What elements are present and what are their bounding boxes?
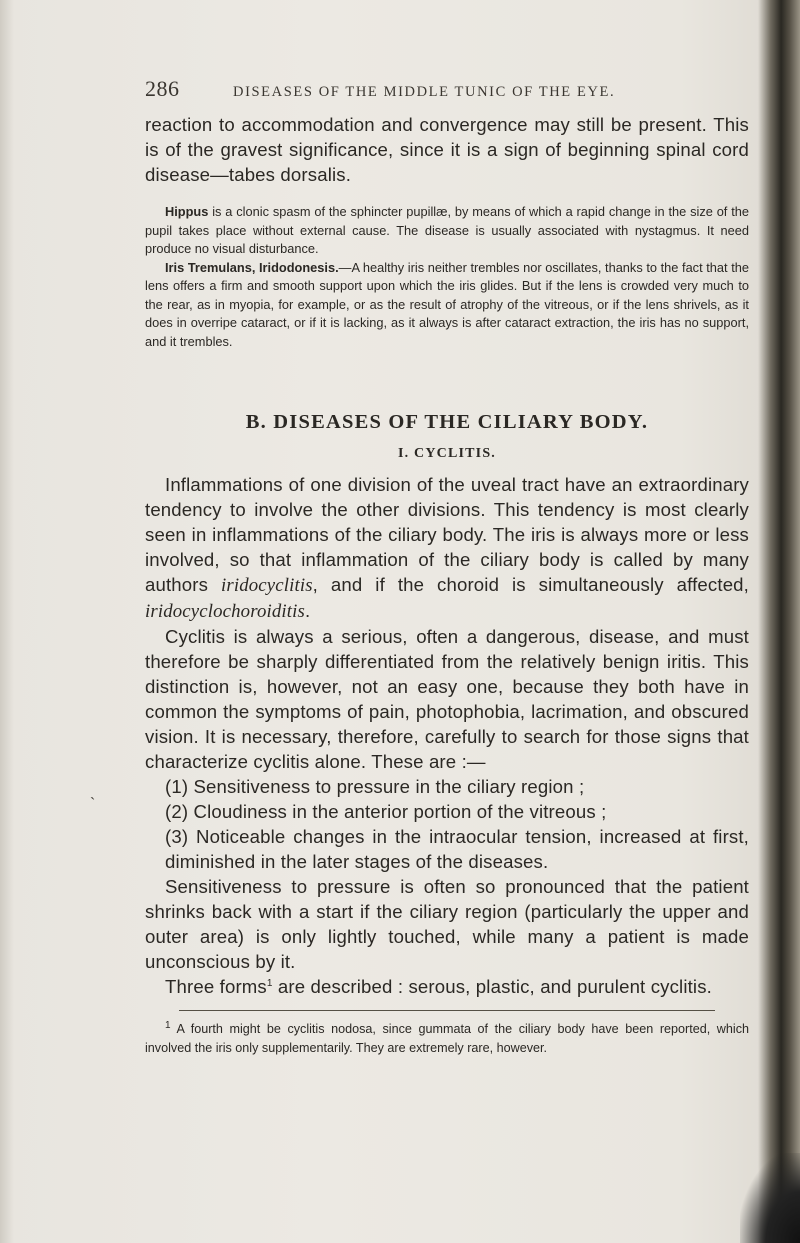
footnote-marker: 1: [165, 1019, 171, 1031]
subsection-title: I. CYCLITIS.: [397, 446, 497, 461]
sign-item-2: (2) Cloudiness in the anterior portion of the vitreous ;: [165, 801, 607, 822]
forms-text-1: Three forms: [165, 976, 267, 997]
inflammations-paragraph: [145, 472, 749, 624]
hippus-paragraph: [145, 203, 749, 259]
iridocyclitis-term: iridocyclitis: [221, 575, 313, 596]
page-number: 286: [145, 76, 180, 101]
intro-paragraph: reaction to accommodation and convergence may still be present. This is of the gravest significance, since it is a sign of beginning spinal cord disease—tabes dorsalis.: [145, 114, 749, 185]
footnote-divider: [179, 1010, 715, 1011]
section-title: B. DISEASES OF THE CILIARY BODY.: [245, 411, 649, 433]
cyclitis-paragraph: Cyclitis is always a serious, often a dangerous, disease, and must therefore be sharply differentiated from the relatively benign iritis. This distinction is, however, not an easy one, because they both have in common the symptoms of pain, photophobia, lacrimation, and obscured vision. It is necessary, therefore, carefully to search for those signs that characterize cyclitis alone. These are :—: [145, 626, 749, 772]
page-right-edge-shadow: [758, 0, 800, 1243]
footnote: [145, 1020, 749, 1057]
page-body: [145, 112, 749, 1057]
margin-mark: `: [90, 796, 96, 813]
iris-tremulans-term: Iris Tremulans, Iridodonesis.: [165, 259, 339, 275]
sign-item-1: (1) Sensitiveness to pressure in the ciliary region ;: [165, 776, 585, 797]
inflammations-text-2: , and if the choroid is simultaneously affected,: [312, 574, 749, 595]
page-left-gutter: [0, 0, 14, 1243]
iridocyclochoroiditis-term: iridocyclochoroiditis: [145, 601, 305, 622]
sensitiveness-paragraph: Sensitiveness to pressure is often so pronounced that the patient shrinks back with a start if the ciliary region (particularly the upper and outer area) is only lightly touched, while many a patient is made unconscious by it.: [145, 876, 749, 972]
forms-paragraph: [145, 974, 749, 999]
iris-tremulans-paragraph: [145, 259, 749, 352]
hippus-text: is a clonic spasm of the sphincter pupillæ, by means of which a rapid change in the size of the pupil takes place without external cause. The disease is usually associated with nystagmus. It need produce no visual disturbance.: [145, 204, 749, 256]
footnote-text: A fourth might be cyclitis nodosa, since gummata of the ciliary body have been reported, which involved the iris only supplementarily. They are extremely rare, however.: [145, 1022, 749, 1055]
sign-item-3: (3) Noticeable changes in the intraocular tension, increased at first, diminished in the later stages of the diseases.: [165, 826, 749, 872]
forms-text-2: are described : serous, plastic, and purulent cyclitis.: [272, 976, 712, 997]
inflammations-text-3: .: [304, 600, 311, 621]
inflammations-text-1: Inflammations of one division of the uveal tract have an extraordinary tendency to involve the other divisions. This tendency is most clearly seen in inflammations of the ciliary body. The iris is always more or less involved, so that inflammation of the ciliary body is called by many authors: [145, 474, 749, 595]
running-head: DISEASES OF THE MIDDLE TUNIC OF THE EYE.: [233, 84, 616, 100]
small-print-block: [145, 203, 749, 351]
hippus-term: Hippus: [165, 204, 209, 219]
iris-tremulans-text: —A healthy iris neither trembles nor oscillates, thanks to the fact that the lens offers a firm and smooth support upon which the iris glides. But if the lens is crowded very much to the rear, as in myopia, for example, or as the result of atrophy of the vitreous, or if the lens shrivels, as it does in overripe cataract, or if it is lacking, as it always is after cataract extraction, the iris has no support, and it trembles.: [145, 259, 749, 349]
footnote-reference: 1: [266, 977, 273, 989]
